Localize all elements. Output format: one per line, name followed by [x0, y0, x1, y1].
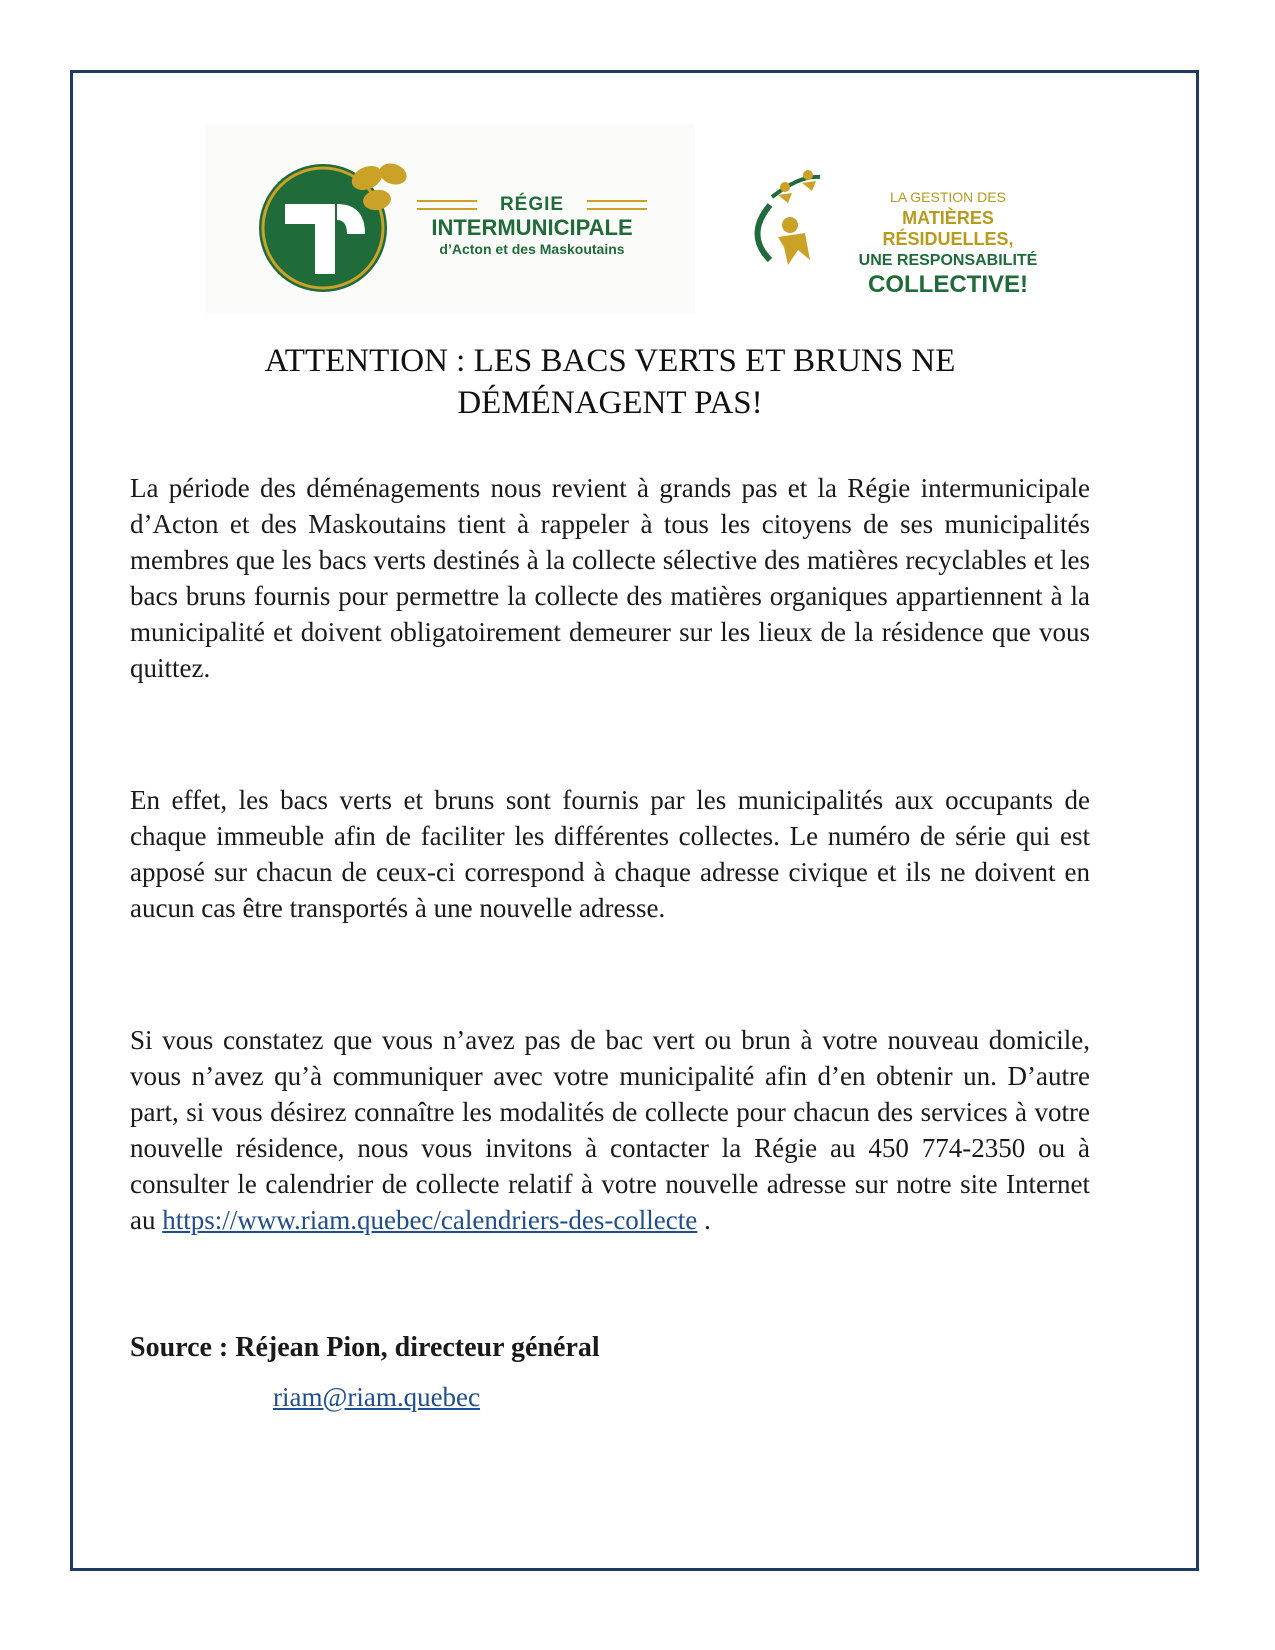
gestion-line2: MATIÈRES RÉSIDUELLES,: [882, 208, 1014, 249]
regie-logo-line2: INTERMUNICIPALE: [431, 215, 633, 240]
title-line2: DÉMÉNAGENT PAS!: [457, 385, 763, 421]
email-link[interactable]: riam@riam.quebec: [273, 1382, 481, 1412]
calendar-link[interactable]: https://www.riam.quebec/calendriers-des-collecte: [162, 1205, 698, 1235]
regie-logo-line3: d’Acton et des Maskoutains: [439, 241, 625, 257]
header-logos: [205, 124, 695, 314]
paragraph-2: En effet, les bacs verts et bruns sont fournis par les municipalités aux occupants de chaque immeuble afin de faciliter les différentes collectes. Le numéro de série qui est apposé sur chacun de ceux-ci correspond à chaque adresse civique et ils ne doivent en aucun cas être transportés à une nouvelle adresse.: [130, 785, 1090, 923]
paragraph-1: La période des déménagements nous revient à grands pas et la Régie intermunicipale d’Acton et des Maskoutains tient à rappeler à tous les citoyens de ses municipalités membres que les bacs verts destinés à la collecte sélective des matières recyclables et les bacs bruns fournis pour permettre la collecte des matières organiques appartiennent à la municipalité et doivent obligatoirement demeurer sur les lieux de la résidence que vous quittez.: [130, 473, 1090, 683]
paragraph-3: [130, 1022, 1090, 1238]
source-line: Source : Réjean Pion, directeur général: [130, 1332, 600, 1363]
paragraph-3-text: Si vous constatez que vous n’avez pas de bac vert ou brun à votre nouveau domicile, vous n’avez qu’à communiquer avec votre municipalité afin d’en obtenir un. D’autre part, si vous désirez connaître les modalités de collecte pour chacun des services à votre nouvelle résidence, nous vous invitons à contacter la Régie au 450 774-2350 ou à consulter le calendrier de collecte relatif à votre nouvelle adresse sur notre site Internet au: [130, 1025, 1090, 1235]
regie-logo-icon: [255, 154, 415, 294]
gestion-logo-text: [838, 187, 1058, 299]
gestion-logo: [750, 165, 1050, 298]
gestion-line4: COLLECTIVE!: [868, 271, 1028, 298]
paragraph-3-end: .: [697, 1205, 711, 1235]
gestion-line1: LA GESTION DES: [890, 189, 1006, 205]
people-icon: [750, 165, 850, 280]
page-title: [130, 340, 1090, 424]
regie-logo-line1: RÉGIE: [417, 194, 647, 216]
title-line1: ATTENTION : LES BACS VERTS ET BRUNS NE: [264, 343, 956, 379]
regie-logo-text: [417, 194, 647, 258]
gestion-line3: UNE RESPONSABILITÉ: [858, 252, 1038, 269]
